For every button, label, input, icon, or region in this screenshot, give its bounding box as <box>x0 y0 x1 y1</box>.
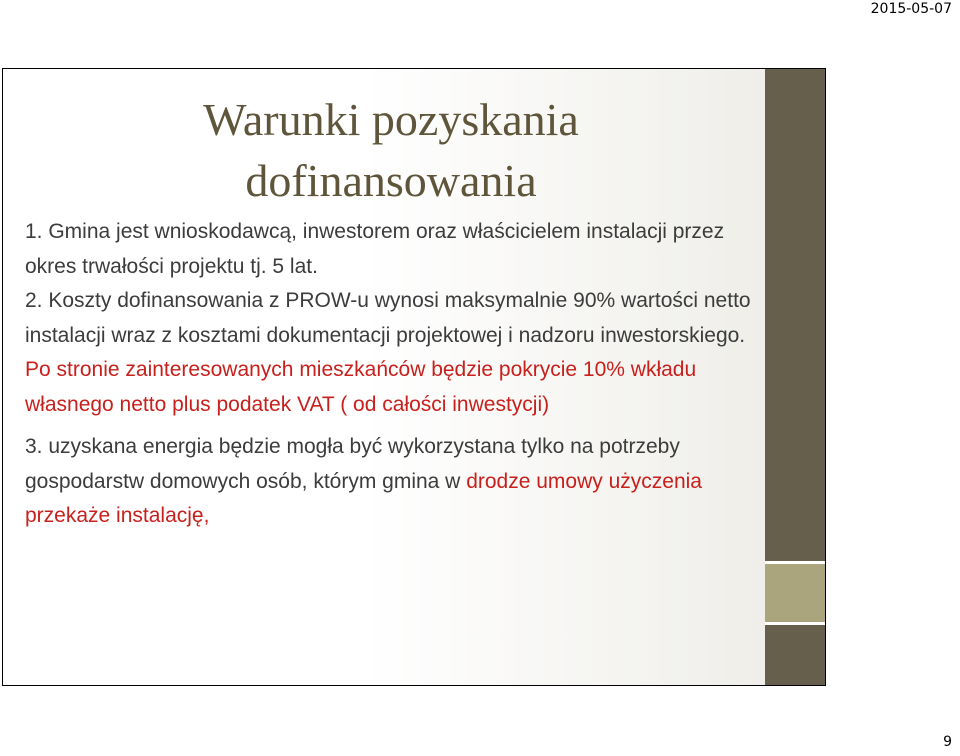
slide-title-line-1: Warunki pozyskania <box>203 94 579 145</box>
point-3 <box>25 430 765 534</box>
point-3-text: 3. uzyskana energia będzie mogła być wykorzystana tylko na potrzeby gospodarstw domowych osób, którym gmina w <box>25 435 680 493</box>
slide <box>2 68 826 686</box>
point-1-text: 1. Gmina jest wnioskodawcą, inwestorem oraz właścicielem instalacji przez okres trwałości projektu tj. 5 lat. <box>25 220 725 278</box>
slide-title-line-2: dofinansowania <box>245 155 537 206</box>
point-1 <box>25 215 765 284</box>
point-2-highlight: Po stronie zainteresowanych mieszkańców będzie pokrycie 10% wkładu własnego netto plus podatek VAT ( od całości inwestycji) <box>25 358 697 416</box>
point-3-highlight: drodze umowy użyczenia przekaże instalację, <box>25 469 702 527</box>
sidebar-dark-band-bottom <box>765 625 826 686</box>
slide-body <box>25 215 765 534</box>
point-2 <box>25 284 765 422</box>
slide-title <box>3 89 779 211</box>
point-2-text: 2. Koszty dofinansowania z PROW-u wynosi maksymalnie 90% wartości netto instalacji wraz z kosztami dokumentacji projektowej i nadzoru inwestorskiego. <box>25 289 751 347</box>
page-number: 9 <box>943 734 952 750</box>
sidebar-light-band <box>765 564 826 622</box>
print-date: 2015-05-07 <box>870 1 952 17</box>
